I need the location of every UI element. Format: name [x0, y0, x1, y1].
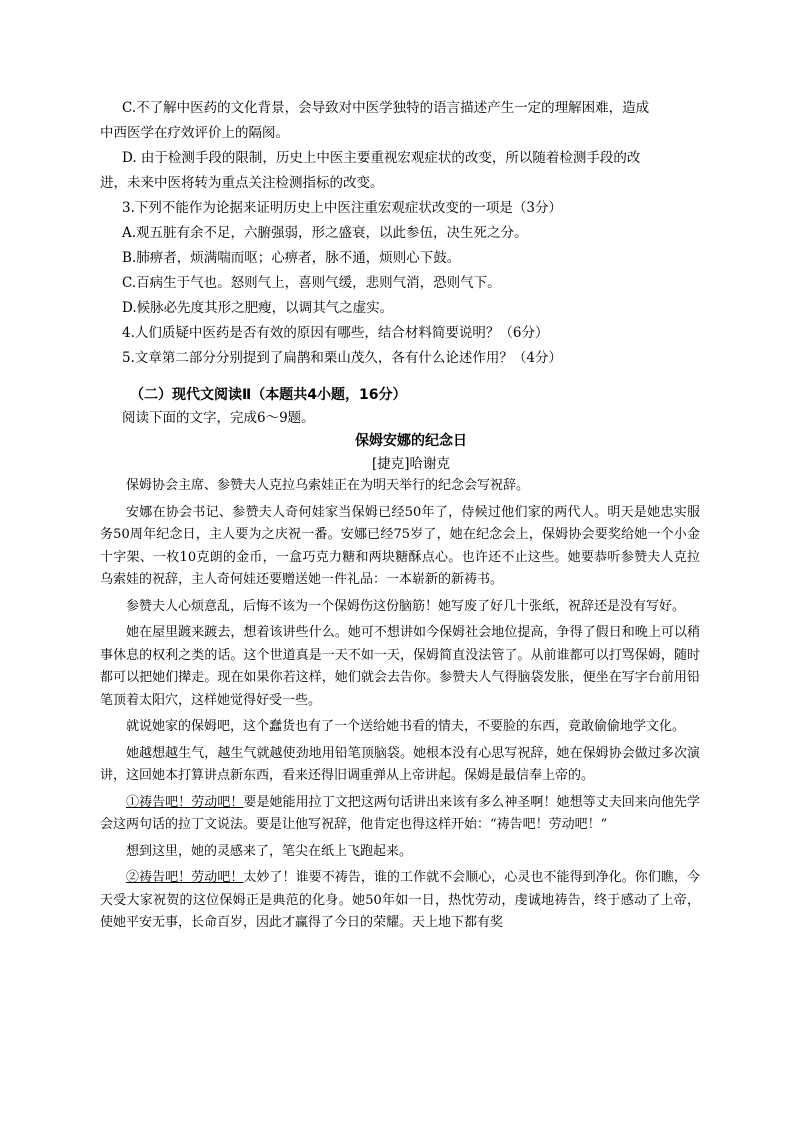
story-paragraph-9 — [100, 867, 700, 935]
story-paragraph-7 — [100, 792, 700, 837]
question-5: 5.文章第二部分分别提到了扁鹊和栗山茂久，各有什么论述作用？（4分） — [122, 350, 562, 366]
question-3-option-c: C.百病生于气也。怒则气上，喜则气缓，悲则气消，恐则气下。 — [122, 275, 501, 291]
page-content — [100, 96, 700, 939]
story-paragraph: 她越想越生气，越生气就越使劲地用铅笔顶脑袋。她根本没有心思写祝辞，她在保姆协会做过多次演讲，这回她本打算讲点新东西，看来还得旧调重弹从上帝讲起。保姆是最信奉上帝的。 — [100, 745, 700, 783]
option-d-line-1: D. 由于检测手段的限制，历史上中医主要重视宏观症状的改变，所以随着检测手段的改 — [122, 150, 641, 166]
story-paragraph: 安娜在协会书记、参赞夫人奇何娃家当保姆已经50年了，侍候过他们家的两代人。明天是她忠实服务50周年纪念日，主人要为之庆祝一番。安娜已经75岁了，她在纪念会上，保姆协会要奖给她一个小金十字架、一枚10克朗的金币，一盒巧克力糖和两块糖酥点心。也许还不止这些。她要恭听参赞夫人克拉乌索娃的祝辞，主人奇何娃还要赠送她一件礼品：一本崭新的新祷书。 — [100, 504, 700, 587]
story-body — [100, 475, 700, 935]
question-3: 3.下列不能作为论据来证明历史上中医注重宏观症状改变的一项是（3分） — [122, 200, 562, 216]
section-instruction: 阅读下面的文字，完成6～9题。 — [122, 410, 315, 426]
option-d-line-2: 进，未来中医将转为重点关注检测指标的改变。 — [100, 175, 384, 191]
option-c-line-1: C.不了解中医药的文化背景，会导致对中医学独特的语言描述产生一定的理解困难，造成 — [122, 100, 650, 116]
story-paragraph: 就说她家的保姆吧，这个蠢货也有了一个送给她书看的情夫，不要脸的东西，竟敢偷偷地学文化。 — [126, 719, 686, 734]
underlined-phrase-1: ①祷告吧！劳动吧！ — [126, 794, 244, 810]
story-title: 保姆安娜的纪念日 — [355, 433, 467, 449]
section-heading: （二）现代文阅读Ⅱ（本题共4小题，16分） — [130, 387, 407, 403]
question-3-option-d: D.候脉必先度其形之肥瘦，以调其气之虚实。 — [122, 300, 394, 316]
option-c-line-2: 中西医学在疗效评价上的隔阂。 — [100, 125, 289, 141]
question-3-option-a: A.观五脏有余不足，六腑强弱，形之盛衰，以此参伍，决生死之分。 — [122, 225, 528, 241]
question-4: 4.人们质疑中医药是否有效的原因有哪些，结合材料简要说明？（6分） — [122, 325, 549, 341]
paragraph-text: 太妙了！谁要不祷告，谁的工作就不会顺心，心灵也不能得到净化。你们瞧，今天受大家祝贺的这位保姆正是典范的化身。她50年如一日，热忱劳动，虔诚地祷告，终于感动了上帝，使她平安无事，长命百岁，因此才赢得了今日的荣耀。天上地下都有奖 — [100, 870, 700, 930]
underlined-phrase-2: ②祷告吧！劳动吧！ — [126, 870, 244, 885]
paragraph-text: 要是她能用拉丁文把这两句话讲出来该有多么神圣啊！她想等丈夫回来向他先学会这两句话的拉丁文说法。要是让他写祝辞，他肯定也得这样开始：“祷告吧！劳动吧！” — [100, 794, 700, 832]
story-paragraph: 保姆协会主席、参赞夫人克拉乌索娃正在为明天举行的纪念会写祝辞。 — [126, 478, 530, 493]
story-author: [捷克]哈谢克 — [371, 456, 451, 472]
story-paragraph: 参赞夫人心烦意乱，后悔不该为一个保姆伤这份脑筋！她写废了好几十张纸，祝辞还是没有写好。 — [126, 598, 686, 614]
story-paragraph: 想到这里，她的灵感来了，笔尖在纸上飞跑起来。 — [126, 843, 413, 859]
story-paragraph: 她在屋里踱来踱去，想着该讲些什么。她可不想讲如今保姆社会地位提高，争得了假日和晚上可以稍事休息的权利之类的话。这个世道真是一天不如一天，保姆简直没法管了。从前谁都可以打骂保姆，随时都可以把她们撵走。现在如果你若这样，她们就会去告你。参赞夫人气得脑袋发胀，便坐在写字台前用铅笔顶着太阳穴，这样她觉得好受一些。 — [100, 625, 700, 708]
question-3-option-b: B.肺痹者，烦满喘而呕；心痹者，脉不通，烦则心下鼓。 — [122, 250, 461, 266]
